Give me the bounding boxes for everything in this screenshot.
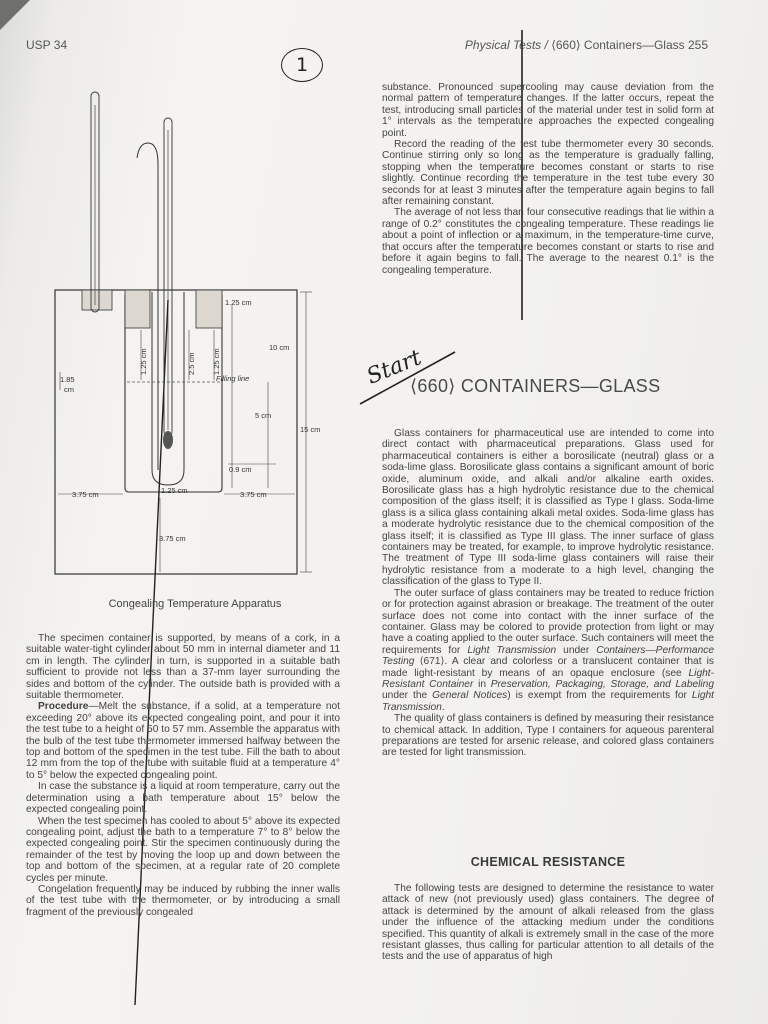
paragraph: The specimen container is supported, by means of a cork, in a suitable water-tight cylinder about 50 mm in internal diameter and 11 cm in length. The cylinder, in turn, is supported in a suitable bath sufficient to provide not less than a 37-mm layer surrounding the sides and bottom of the cylinder. The outside bath is provided with a suitable thermometer. <box>26 633 340 702</box>
thermometer-bulb <box>163 431 173 449</box>
text-run: in <box>473 678 491 690</box>
dim-label-10: 10 cm <box>269 343 290 352</box>
dim-label-375-left: 3.75 cm <box>72 490 99 499</box>
handwritten-start-note: Start <box>363 345 426 390</box>
header-section-name: Physical Tests / <box>464 38 552 52</box>
paragraph-procedure <box>26 701 340 781</box>
cross-reference: Light Transmission <box>467 644 557 656</box>
bath-cork-left <box>82 290 112 310</box>
dim-label-25: 2.5 cm <box>187 352 196 375</box>
text-run: ) is exempt from the requirements for <box>507 690 692 702</box>
outer-bath <box>55 290 297 574</box>
text-run: . <box>441 701 445 713</box>
paragraph: Record the reading of the test tube thermometer every 30 seconds. Continue stirring only so long as the temperature is gradually falling, stopping when the temperature becomes constant or starts to rise slightly. Continue recording the temperature in the test tube every 30 seconds for at least 3 minutes after the temperature again begins to fall after remaining constant. <box>382 139 714 208</box>
cork-right <box>196 290 222 328</box>
cork-left <box>125 290 150 328</box>
dim-label-5: 5 cm <box>255 411 272 420</box>
dim-label-125-left: 1.25 cm <box>139 348 148 375</box>
paragraph: The quality of glass containers is defined by measuring their resistance to chemical attack. In addition, Type I containers for aqueous parenteral preparations are tested for arsenic release, and colored glass containers are tested for light transmission. <box>382 713 714 759</box>
handwritten-circled-number: 1 <box>281 48 323 82</box>
paragraph: When the test specimen has cooled to about 5° above its expected congealing point, adjust the bath to a temperature 7° to 8° below the expected congealing point. Stir the specimen continuously during the remainder of the test by moving the loop up and down between the top and bottom of the specimen, at a regular rate of 20 complete cycles per minute. <box>26 815 340 884</box>
header-chapter: ⟨660⟩ Containers—Glass <box>551 38 685 52</box>
text-run: under <box>556 644 597 656</box>
section-title: ⟨660⟩ CONTAINERS—GLASS <box>410 376 661 396</box>
paragraph: Glass containers for pharmaceutical use are intended to come into direct contact with pharmaceutical preparations. Glass used for pharmaceutical containers is either a borosilicate (neutral) glass or a soda-lime glass. Borosilicate glass contains a significant amount of boric oxide, aluminum oxide, and alkali and/or alkaline earth oxides. Borosilicate glass has a high hydrolytic resistance due to the chemical composition of the glass itself; it is classified as Type I glass. Soda-lime glass is a silica glass containing alkali metal oxides. Soda-lime glass has a moderate hydrolytic resistance due to the chemical composition of the glass itself; it is classified as Type III glass. The inner surface of glass containers may be treated, for example, to improve hydrolytic resistance. The treatment of Type III soda-lime glass containers will raise their hydrolytic resistance from a moderate to a high level, changing the classification of the glass to Type II. <box>382 428 714 588</box>
cross-reference: General Notices <box>432 690 508 702</box>
paragraph: The following tests are designed to determine the resistance to water attack of new (not previously used) glass containers. The degree of attack is determined by the amount of alkali released from the glass under the influence of the attacking medium under the conditions specified. This quantity of alkali is extremely small in the case of the more resistant glasses, thus calling for particular attention to all details of the tests and the use of apparatus of high <box>382 883 714 963</box>
dim-label-125-right: 1.25 cm <box>212 348 221 375</box>
cross-reference: Containers—Performance Testing <box>382 644 714 668</box>
dimension-lines <box>58 292 312 572</box>
dim-label-125-top: 1.25 cm <box>225 298 252 307</box>
dim-label-125-mid: 1.25 cm <box>161 486 188 495</box>
page-number: 255 <box>687 38 708 52</box>
text-run: ⟨671⟩. A clear and colorless or a translucent container that is made light-resistant by means of an opaque enclosure (see <box>382 656 714 679</box>
text-run: The outer surface of glass containers may be treated to reduce friction or for protection against abrasion or breakage. The treatment of the outer surface does not come into contact with the inner surface of the container. Glass may be colored to provide protection from light or may have a coating applied to the outer surface. Such containers will meet the requirements for <box>382 587 714 656</box>
dim-label-09: 0.9 cm <box>229 465 252 474</box>
paragraph: Congelation frequently may be induced by rubbing the inner walls of the test tube with the thermometer, or by introducing a small fragment of the previously congealed <box>26 883 340 918</box>
cross-reference: Light-Resistant Container <box>382 667 714 690</box>
cross-reference: Preservation, Packaging, Storage, and Labeling <box>490 678 715 690</box>
paragraph: substance. Pronounced supercooling may cause deviation from the normal pattern of temperature changes. If the latter occurs, repeat the test, introducing small particles of the material under test in solid form at 1° intervals as the temperature approaches the expected congealing point. <box>382 82 714 139</box>
dim-label-185-unit: cm <box>64 385 74 394</box>
section-body <box>382 428 714 759</box>
subsection-body <box>382 883 714 963</box>
running-header-left: USP 34 <box>26 38 68 52</box>
figure-caption: Congealing Temperature Apparatus <box>108 598 282 610</box>
dim-label-185: 1.85 <box>60 375 75 384</box>
run-in-heading: Procedure <box>38 701 89 713</box>
dim-label-15: 15 cm <box>300 425 321 434</box>
dim-label-375-right: 3.75 cm <box>240 490 267 499</box>
paragraph: The average of not less than four consecutive readings that lie within a range of 0.2° constitutes the congealing temperature. These readings lie about a point of inflection or a maximum, in the temperature-time curve, that occurs after the temperature becomes constant or starts to rise and before it again begins to fall. The average to the nearest 0.1° is the congealing temperature. <box>382 207 714 276</box>
right-column-continued-text <box>382 82 714 276</box>
dim-label-375-bottom: 3.75 cm <box>159 534 186 543</box>
subsection-title: CHEMICAL RESISTANCE <box>470 855 626 869</box>
paragraph-body: —Melt the substance, if a solid, at a temperature not exceeding 20° above its expected congealing point, and pour it into the test tube to a height of 50 to 57 mm. Assemble the apparatus with the bulb of the test tube thermometer immersed halfway between the top and bottom of the specimen in the test tube. Fill the bath to about 12 mm from the top of the tube with suitable fluid at a temperature 4° to 5° below the expected congealing point. <box>26 701 340 781</box>
paragraph: In case the substance is a liquid at room temperature, carry out the determination using a bath temperature about 15° below the expected congealing point. <box>26 781 340 816</box>
paragraph <box>382 588 714 713</box>
filling-line-label: Filling line <box>216 374 250 383</box>
cross-reference: Light Transmission <box>382 690 714 713</box>
left-column-text <box>26 633 340 918</box>
text-run: under the <box>382 690 433 702</box>
